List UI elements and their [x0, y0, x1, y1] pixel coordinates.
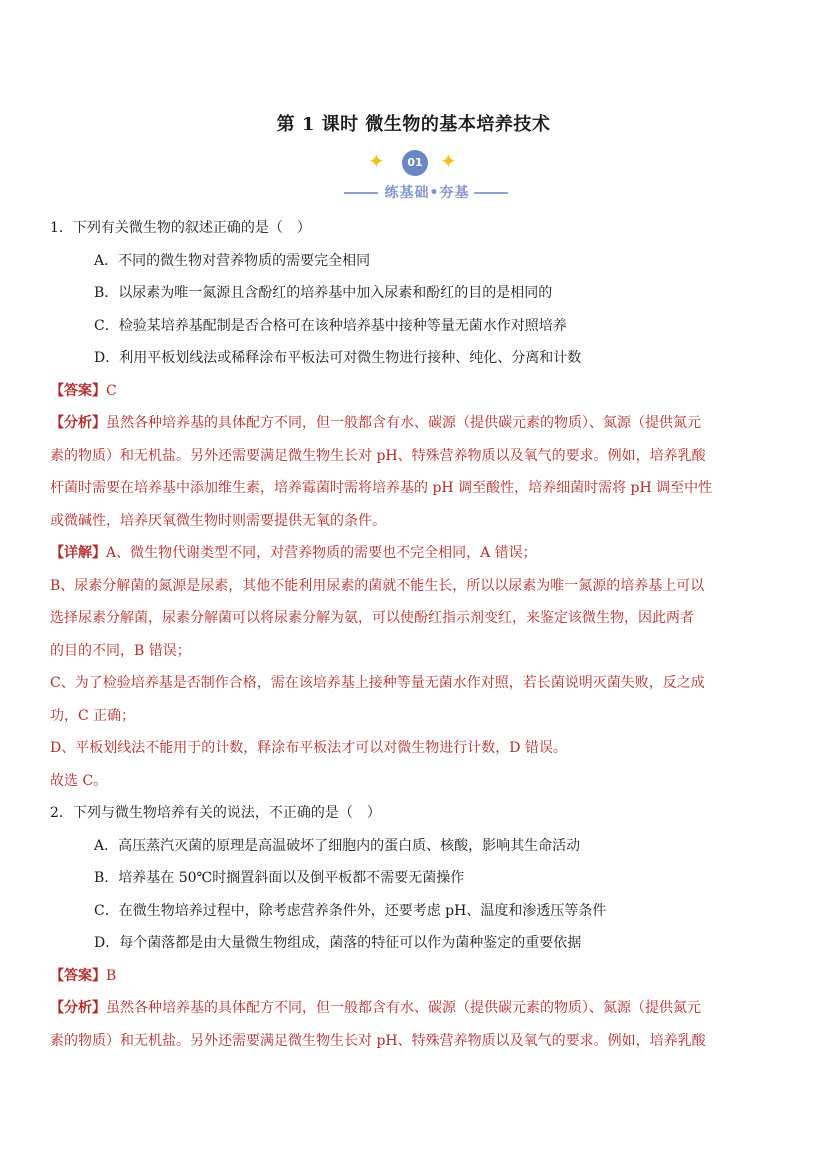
- detail-line: 选择尿素分解菌，尿素分解菌可以将尿素分解为氨，可以使酚红指示剂变红，来鉴定该微生物，因此两者: [50, 610, 694, 626]
- analysis-line: [50, 407, 770, 440]
- star-icon: ✦: [440, 149, 457, 173]
- document-body: [50, 212, 770, 1057]
- analysis-line: [50, 992, 770, 1025]
- answer-tag: 【答案】: [50, 382, 106, 399]
- banner-divider-right: [474, 192, 508, 194]
- detail-line: 功，C 正确；: [50, 707, 136, 724]
- question-2: [50, 797, 770, 1057]
- option-d: D．每个菌落都是由大量微生物组成，菌落的特征可以作为菌种鉴定的重要依据: [94, 935, 582, 951]
- option-b: B．以尿素为唯一氮源且含酚红的培养基中加入尿素和酚红的目的是相同的: [94, 285, 553, 301]
- question-1: [50, 212, 770, 797]
- detail-line: 的目的不同，B 错误；: [50, 642, 191, 659]
- star-icon: ✦: [368, 149, 385, 173]
- question-stem: 2．下列与微生物培养有关的说法，不正确的是（ ）: [50, 805, 381, 821]
- analysis-tag: 【分析】: [50, 415, 106, 431]
- question-stem: 1．下列有关微生物的叙述正确的是（ ）: [50, 220, 311, 236]
- detail-line: [50, 537, 770, 570]
- analysis-line: 或微碱性，培养厌氧微生物时则需要提供无氧的条件。: [50, 512, 386, 529]
- analysis-tag: 【分析】: [50, 1000, 106, 1016]
- detail-line: D、平板划线法不能用于的计数，释涂布平板法才可以对微生物进行计数，D 错误。: [50, 740, 567, 756]
- page-title: 第 1 课时 微生物的基本培养技术: [276, 114, 551, 135]
- section-number-badge: 01: [402, 150, 428, 176]
- banner-divider-left: [344, 192, 378, 194]
- answer-line: [50, 960, 770, 993]
- detail-block: [50, 537, 770, 797]
- answer-value: B: [106, 967, 117, 984]
- option-a: A．高压蒸汽灭菌的原理是高温破坏了细胞内的蛋白质、核酸，影响其生命活动: [94, 837, 581, 854]
- option-b: B．培养基在 50℃时搁置斜面以及倒平板都不需要无菌操作: [94, 870, 465, 886]
- analysis-text: 虽然各种培养基的具体配方不同，但一般都含有水、碳源（提供碳元素的物质）、氮源（提供氮元: [106, 1000, 701, 1016]
- detail-line: 故选 C。: [50, 772, 108, 789]
- analysis-line: 素的物质）和无机盐。另外还需要满足微生物生长对 pH、特殊营养物质以及氧气的要求。例如，培养乳酸: [50, 1032, 706, 1049]
- analysis-line: 素的物质）和无机盐。另外还需要满足微生物生长对 pH、特殊营养物质以及氧气的要求。例如，培养乳酸: [50, 447, 706, 464]
- answer-tag: 【答案】: [50, 967, 106, 984]
- option-c: C．检验某培养基配制是否合格可在该种培养基中接种等量无菌水作对照培养: [94, 317, 567, 334]
- detail-line: B、尿素分解菌的氮源是尿素，其他不能利用尿素的菌就不能生长，所以以尿素为唯一氮源的培养基上可以: [50, 577, 705, 594]
- analysis-line: 杆菌时需要在培养基中添加维生素，培养霉菌时需将培养基的 pH 调至酸性，培养细菌时需将 pH 调至中性: [50, 480, 713, 496]
- option-c: C．在微生物培养过程中，除考虑营养条件外，还要考虑 pH、温度和渗透压等条件: [94, 902, 607, 919]
- detail-text: A、微生物代谢类型不同，对营养物质的需要也不完全相同，A 错误；: [106, 545, 537, 561]
- detail-line: C、为了检验培养基是否制作合格，需在该培养基上接种等量无菌水作对照，若长菌说明灭菌失败，反之成: [50, 675, 705, 691]
- analysis-block: [50, 407, 770, 537]
- detail-tag: 【详解】: [50, 545, 106, 561]
- answer-value: C: [106, 382, 117, 399]
- section-label: 练基础•夯基: [384, 185, 470, 201]
- option-a: A．不同的微生物对营养物质的需要完全相同: [94, 252, 371, 269]
- answer-line: [50, 375, 770, 408]
- analysis-text: 虽然各种培养基的具体配方不同，但一般都含有水、碳源（提供碳元素的物质）、氮源（提供氮元: [106, 415, 701, 431]
- section-banner: [340, 146, 520, 202]
- option-d: D．利用平板划线法或稀释涂布平板法可对微生物进行接种、纯化、分离和计数: [94, 350, 582, 366]
- analysis-block: [50, 992, 770, 1057]
